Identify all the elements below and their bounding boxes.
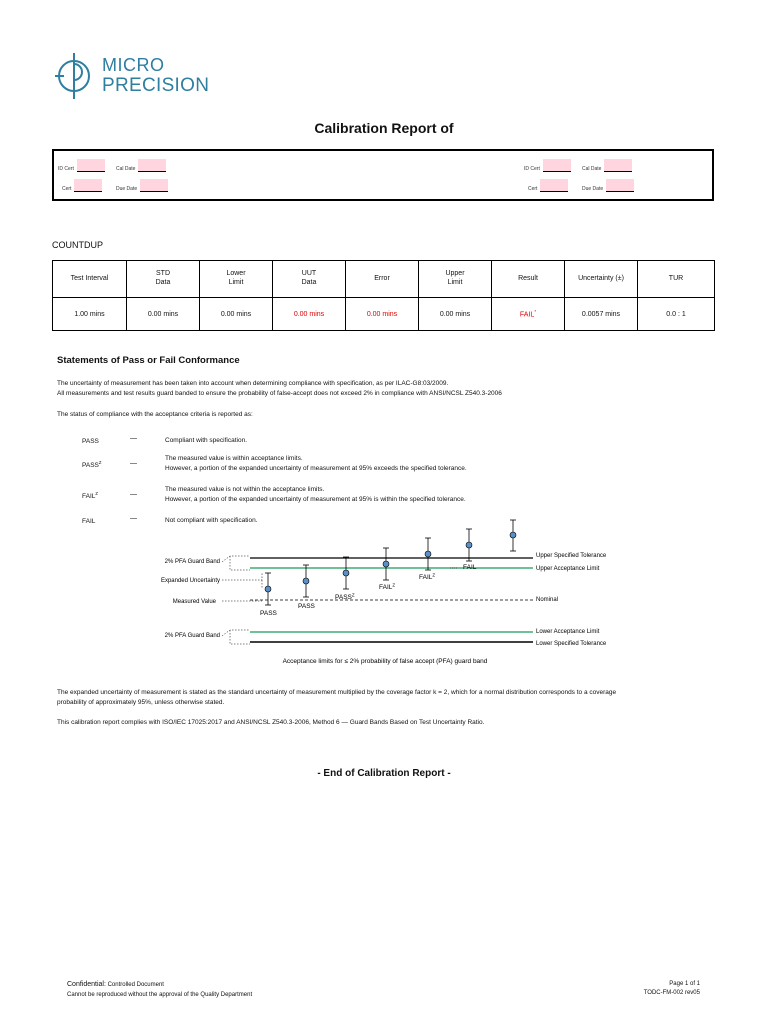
column-header: Upper Limit xyxy=(419,261,492,298)
point-label: $FAIL^Z$ xyxy=(419,572,436,581)
end-of-report: - End of Calibration Report - xyxy=(317,768,451,779)
id-field-label: Cal Date xyxy=(116,166,136,172)
document-code: TODC-FM-002 rev05 xyxy=(643,990,700,997)
id-field xyxy=(116,179,168,192)
guard-band-diagram xyxy=(150,515,620,667)
id-field-value xyxy=(140,179,168,192)
diagram-left-label: Expanded Uncertainty xyxy=(160,578,220,584)
id-field-value xyxy=(543,159,571,172)
guard-band-brace xyxy=(222,556,250,570)
id-field xyxy=(524,159,571,172)
cell-tur: 0.0 : 1 xyxy=(638,298,715,331)
table-header-row xyxy=(53,261,715,298)
footer-controlled: Controlled Document xyxy=(107,982,164,988)
logo-line-precision: PRECISION xyxy=(102,75,210,96)
cell-error: 0.00 mins xyxy=(346,298,419,331)
status-dash: — xyxy=(130,460,137,467)
footer-confidential: Confidential: xyxy=(67,981,106,988)
cell-upper-limit: 0.00 mins xyxy=(419,298,492,331)
column-header: STD Data xyxy=(127,261,200,298)
id-field-value xyxy=(74,179,102,192)
id-field-label: Cal Date xyxy=(582,166,602,172)
company-logo xyxy=(52,50,222,100)
point-label: $FAIL^Z$ xyxy=(379,582,396,591)
diagram-right-label: Lower Specified Tolerance xyxy=(536,641,607,647)
point-label: $PASS^Z$ xyxy=(335,592,355,601)
status-description: Not compliant with specification. xyxy=(165,517,258,524)
uncertainty-connector xyxy=(222,573,262,588)
diagram-right-label: Upper Specified Tolerance xyxy=(536,553,607,559)
footer-note: Cannot be reproduced without the approval of the Quality Department xyxy=(67,991,253,998)
cell-uut-data: 0.00 mins xyxy=(273,298,346,331)
id-field-value xyxy=(77,159,105,172)
column-header: Uncertainty (±) xyxy=(565,261,638,298)
table-row xyxy=(53,298,715,331)
uncertainty-statement: The expanded uncertainty of measurement is stated as the standard uncertainty of measurement multiplied by the coverage factor k = 2, which for a normal distribution corresponds to a coverage probability of approximately 95%, unless otherwise stated. xyxy=(57,689,617,706)
guard-band-brace xyxy=(222,630,250,644)
id-field xyxy=(58,159,105,172)
id-field xyxy=(582,179,634,192)
point-label: PASS xyxy=(298,603,315,610)
diagram-left-label: 2% PFA Guard Band xyxy=(164,633,220,639)
diagram-right-label: Upper Acceptance Limit xyxy=(536,566,600,572)
column-header: Error xyxy=(346,261,419,298)
statement-intro: The status of compliance with the acceptance criteria is reported as: xyxy=(57,411,253,418)
id-field-value xyxy=(604,159,632,172)
id-field-label: Cert xyxy=(62,186,72,192)
measurement-point xyxy=(510,520,516,551)
footer-right xyxy=(644,980,700,999)
diagram-right-label: Nominal xyxy=(536,597,559,603)
logo-line-micro: MICRO xyxy=(102,55,165,75)
compliance-statement: This calibration report complies with ISO/IEC 17025:2017 and ANSI/NCSL Z540.3-2006, Method 6 — Guard Bands Based on Test Uncertainty Ratio. xyxy=(57,719,485,726)
id-field-label: ID Cert xyxy=(58,166,74,172)
status-code-fail-z: $FAIL^Z$ xyxy=(82,491,98,501)
page-number: Page 1 of 1 xyxy=(669,981,700,987)
status-description: Compliant with specification. xyxy=(165,437,248,444)
cell-uncertainty: 0.0057 mins xyxy=(565,298,638,331)
point-label: FAIL xyxy=(463,564,477,571)
column-header: Lower Limit xyxy=(200,261,273,298)
diagram-left-label: Measured Value xyxy=(172,599,216,605)
id-field-value xyxy=(138,159,166,172)
id-field xyxy=(528,179,568,192)
point-label: PASS xyxy=(260,610,277,617)
status-description: The measured value is not within the acceptance limits. However, a portion of the expanded uncertainty of measurement at 95% is within the specified tolerance. xyxy=(165,486,466,504)
cell-std-data: 0.00 mins xyxy=(127,298,200,331)
id-field-label: Due Date xyxy=(116,186,138,192)
measurement-point xyxy=(303,565,309,597)
id-field-value xyxy=(540,179,568,192)
section-name: COUNTDUP xyxy=(52,240,103,250)
statement-paragraph: The uncertainty of measurement has been taken into account when determining compliance with specification, as per ILAC-G8:03/2009. All measurements and test results guard banded to ensure the probability of false-accept does not exceed 2% in compliance with ANSI/NCSL Z540.3-2006 xyxy=(57,380,502,397)
diagram-left-label: 2% PFA Guard Band xyxy=(164,559,220,565)
measurement-point xyxy=(383,548,389,580)
status-code-pass-z: $PASS^Z$ xyxy=(82,460,102,470)
measurement-point xyxy=(343,557,349,589)
footer-left xyxy=(67,980,252,1000)
id-field xyxy=(62,179,102,192)
status-dash: — xyxy=(130,435,137,442)
id-field-label: Cert xyxy=(528,186,538,192)
diagram-right-label: Lower Acceptance Limit xyxy=(536,629,600,635)
logo-mark-icon xyxy=(52,50,96,100)
id-field xyxy=(582,159,632,172)
cell-test-interval: 1.00 mins xyxy=(53,298,127,331)
report-title: Calibration Report of xyxy=(314,120,454,136)
id-field-label: Due Date xyxy=(582,186,604,192)
id-field-value xyxy=(606,179,634,192)
id-field-label: ID Cert xyxy=(524,166,540,172)
status-dash: — xyxy=(130,491,137,498)
measurement-point xyxy=(466,529,472,561)
status-description: The measured value is within acceptance limits. However, a portion of the expanded uncertainty of measurement at 95% exceeds the specified tolerance. xyxy=(165,455,467,473)
status-dash: — xyxy=(130,515,137,522)
status-code-fail: FAIL xyxy=(82,518,96,526)
cell-lower-limit: 0.00 mins xyxy=(200,298,273,331)
diagram-caption: Acceptance limits for ≤ 2% probability of false accept (PFA) guard band xyxy=(282,658,488,665)
status-code-pass: PASS xyxy=(82,438,99,446)
column-header: UUT Data xyxy=(273,261,346,298)
measurement-point xyxy=(425,538,431,570)
identification-box xyxy=(52,149,714,201)
column-header: Result xyxy=(492,261,565,298)
column-header: Test Interval xyxy=(53,261,127,298)
results-table xyxy=(52,260,715,331)
cell-result: FAIL* xyxy=(492,298,565,331)
id-field xyxy=(116,159,166,172)
statements-heading: Statements of Pass or Fail Conformance xyxy=(57,355,240,366)
column-header: TUR xyxy=(638,261,715,298)
